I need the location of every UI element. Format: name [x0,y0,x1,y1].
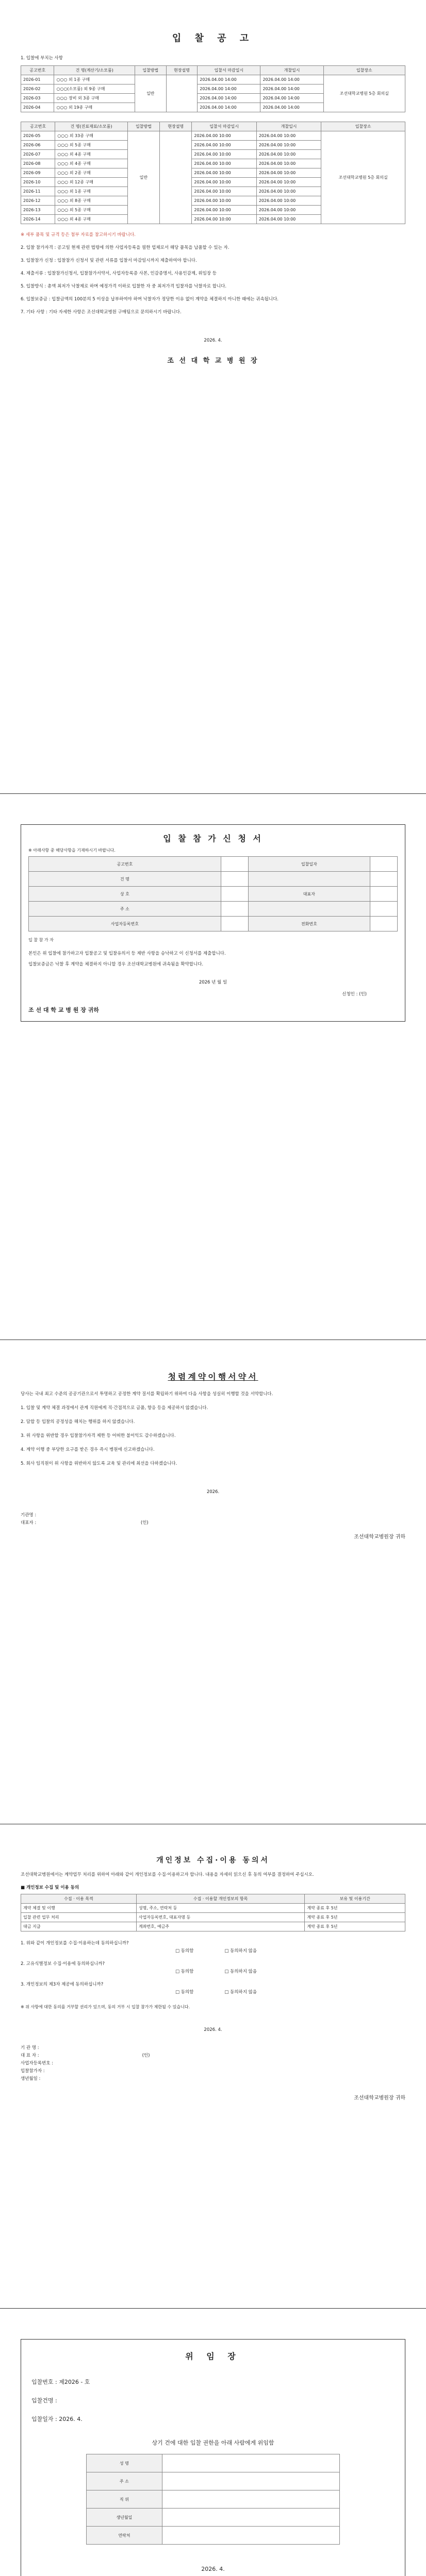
field-value[interactable] [162,2490,340,2509]
field-value[interactable] [221,857,248,872]
pledge-paragraph: 1. 입찰 및 계약 체결 과정에서 관계 직원에게 직·간접적으로 금품, 향응 등을 제공하지 않겠습니다. [21,1405,208,1411]
pledge-paragraph: 3. 위 사항을 위반할 경우 입찰참가자격 제한 등 어떠한 불이익도 감수하겠습니다. [21,1433,176,1438]
table-header-cell: 수집 · 이용 목적 [21,1894,137,1904]
item-name: ○○○ 외 4종 구매 [55,215,128,224]
field-value[interactable] [370,857,397,872]
application-page [21,824,405,1022]
delegation-page [21,2339,405,2576]
field-value[interactable] [221,887,248,902]
notice-number: 2026-09 [21,168,55,178]
table-row [21,75,405,84]
table-row [21,1904,405,1913]
notice-number: 2026-03 [21,94,54,103]
notice-note: 4. 제출서류 : 입찰참가신청서, 입찰참가서약서, 사업자등록증 사본, 인감증명서, 사용인감계, 위임장 등 [21,271,217,276]
field-value[interactable] [162,2472,340,2490]
consent-to: 조선대학교병원장 귀하 [354,2095,405,2101]
delegation-date: 2026. 4. [201,2566,225,2572]
notice-number: 2026-08 [21,159,55,168]
notice-date: 2026. 4. [204,338,222,343]
table-row [29,872,398,887]
table-row [86,2472,340,2490]
deadline: 2026.04.00 10:00 [192,178,256,187]
field-label: 사업자등록번호 [29,917,221,931]
bid-method: 일반 [127,131,159,224]
delegation-row: 입찰건명 : [31,2397,57,2404]
deadline: 2026.04.00 14:00 [198,75,260,84]
consent-footer: ※ 위 사항에 대한 동의를 거부할 권리가 있으며, 동의 거부 시 입찰 참가가 제한될 수 있습니다. [21,2005,190,2009]
field-value[interactable] [221,872,248,887]
deadline: 2026.04.00 10:00 [192,187,256,196]
table-header-cell: 입찰서 마감일시 [198,66,260,75]
site-briefing [160,131,192,224]
table-cell: 계좌번호, 예금주 [136,1922,305,1931]
table-row [86,2509,340,2527]
delegation-table [86,2454,340,2545]
opening-time: 2026.04.00 10:00 [256,168,321,178]
notice-note: ※ 세부 품목 및 규격 등은 첨부 자료를 참고하시기 바랍니다. [21,232,136,238]
disagree-checkbox[interactable]: □ 동의하지 않음 [224,1948,257,1954]
pledge-date: 2026. [206,1489,220,1495]
page-divider [0,2308,426,2309]
agree-checkbox[interactable]: □ 동의함 [175,1990,194,1995]
field-value[interactable] [370,902,397,917]
notice-note: 7. 기타 사항 : 기타 자세한 사항은 조선대학교병원 구매팀으로 문의하시기 바랍니다. [21,310,182,315]
item-name: ○○○ 외 5종 구매 [55,206,128,215]
field-label [248,902,370,917]
field-value[interactable] [370,917,397,931]
consent-intro: 조선대학교병원에서는 계약업무 처리를 위하여 아래와 같이 개인정보를 수집·이용하고자 합니다. 내용을 자세히 읽으신 후 동의 여부를 결정하여 주십시오. [21,1872,314,1877]
field-label: 주 소 [29,902,221,917]
item-name: ○○○ 외 2종 구매 [55,168,128,178]
pledge-paragraph: 4. 계약 이행 중 부당한 요구를 받은 경우 즉시 병원에 신고하겠습니다. [21,1447,155,1452]
question-text: 1. 위와 같이 개인정보를 수집·이용하는데 동의하십니까? [21,1941,129,1946]
pledge-page [21,1370,405,1540]
opening-time: 2026.04.00 14:00 [260,94,323,103]
opening-time: 2026.04.00 10:00 [256,131,321,141]
pledge-seal: (인) [140,1520,149,1526]
application-form [21,824,405,1022]
item-name: ○○○ 장비 외 3종 구매 [54,94,135,103]
consent-options [21,1989,405,1996]
notice-number: 2026-07 [21,150,55,159]
consent-label-row [21,2075,405,2083]
delegation-row: 입찰번호 : 제2026 - 호 [31,2379,90,2385]
table-row [29,857,398,872]
deadline: 2026.04.00 10:00 [192,150,256,159]
notice-note: 5. 입찰방식 : 총액 최저가 낙찰제로 하며 예정가격 이하로 입찰한 자 중 최저가격 입찰자를 낙찰자로 합니다. [21,284,227,289]
disagree-checkbox[interactable]: □ 동의하지 않음 [224,1990,257,1995]
table-row [86,2527,340,2545]
table-header-cell: 건 명(진료재료/소모품) [55,122,128,131]
table-row [29,902,398,917]
table-header-cell: 개찰일시 [256,122,321,131]
field-label: 주 소 [86,2472,162,2490]
field-value[interactable] [221,917,248,931]
bid-notice-page [21,31,405,365]
notice-number: 2026-06 [21,141,55,150]
opening-time: 2026.04.00 10:00 [256,215,321,224]
table-cell: 입찰 관련 업무 처리 [21,1913,137,1922]
notice-number: 2026-10 [21,178,55,187]
pledge-rep-label [21,1519,405,1527]
delegation-form [21,2339,405,2576]
consent-page [21,1855,405,2101]
table-row [21,131,405,141]
agree-checkbox[interactable]: □ 동의함 [175,1969,194,1974]
consent-label-row [21,2067,405,2075]
field-value[interactable] [162,2454,340,2472]
page-divider [0,793,426,794]
pledge-org-label [21,1512,405,1519]
site-briefing [166,75,198,112]
table-header-cell: 건 명(계산기/소모품) [54,66,135,75]
consent-labels [21,2044,405,2083]
consent-date: 2026. 4. [204,2027,222,2032]
opening-time: 2026.04.00 10:00 [256,206,321,215]
deadline: 2026.04.00 10:00 [192,159,256,168]
table-cell: 성명, 주소, 연락처 등 [136,1904,305,1913]
table-cell: 사업자등록번호, 대표자명 등 [136,1913,305,1922]
delegation-desc: 상기 건에 대한 입찰 권한을 아래 사람에게 위임함 [152,2439,274,2446]
item-name: ○○○ 외 5종 구매 [55,141,128,150]
application-body: 본인은 위 입찰에 참가하고자 입찰공고 및 입찰유의서 등 제반 사항을 승낙하고 이 신청서를 제출합니다. [28,951,226,956]
table-header-cell: 입찰서 마감일시 [192,122,256,131]
deadline: 2026.04.00 10:00 [192,206,256,215]
field-label: 공고번호 [29,857,221,872]
bid-method: 일반 [135,75,166,112]
delegation-row: 입찰일자 : 2026. 4. [31,2416,83,2422]
item-name: ○○○ 외 8종 구매 [55,196,128,206]
field-value[interactable] [370,872,397,887]
pledge-paragraph: 2. 담합 등 입찰의 공정성을 해치는 행위를 하지 않겠습니다. [21,1419,135,1425]
notice-notes [21,231,405,316]
table-header-cell: 수집 · 이용할 개인정보의 항목 [136,1894,305,1904]
field-label: 상 호 [29,887,221,902]
notice-note: 6. 입찰보증금 : 입찰금액의 100분의 5 이상을 납부하여야 하며 낙찰자가 정당한 이유 없이 계약을 체결하지 아니한 때에는 귀속됩니다. [21,297,279,302]
application-table [28,856,398,931]
notice-number: 2026-01 [21,75,54,84]
pledge-paragraphs [21,1391,405,1468]
notice-note: 2. 입찰 참가자격 : 공고일 현재 관련 법령에 의한 사업자등록을 필한 업체로서 해당 품목을 납품할 수 있는 자. [21,245,230,250]
field-label: 전화번호 [248,917,370,931]
consent-label: 사업자등록번호 : [21,2061,54,2066]
pledge-org: 기관명 : [21,1513,37,1518]
field-label: 대표자 [248,887,370,902]
bid-place: 조선대학교병원 5층 회의실 [323,75,405,112]
opening-time: 2026.04.00 10:00 [256,187,321,196]
consent-label: 입찰참가자 : [21,2069,45,2074]
table-header-cell: 공고번호 [21,66,54,75]
opening-time: 2026.04.00 14:00 [260,75,323,84]
consent-label: 생년월일 : [21,2076,41,2081]
table-cell: 계약 체결 및 이행 [21,1904,137,1913]
field-value[interactable] [370,887,397,902]
item-name: ○○○(소모품) 외 9종 구매 [54,84,135,94]
opening-time: 2026.04.00 10:00 [256,178,321,187]
field-label: 건 명 [29,872,221,887]
table-cell: 계약 종료 후 5년 [305,1922,405,1931]
deadline: 2026.04.00 10:00 [192,168,256,178]
consent-question [21,1981,405,1996]
application-to: 조 선 대 학 교 병 원 장 귀하 [28,1007,99,1013]
consent-question [21,1940,405,1955]
field-value[interactable] [162,2527,340,2545]
table-cell: 대금 지급 [21,1922,137,1931]
pledge-paragraph: 당사는 국내 최고 수준의 공공기관으로서 투명하고 공정한 계약 질서를 확립하기 위하여 다음 사항을 성실히 이행할 것을 서약합니다. [21,1392,273,1397]
deadline: 2026.04.00 10:00 [192,215,256,224]
opening-time: 2026.04.00 14:00 [260,84,323,94]
table-header-cell: 입찰방법 [127,122,159,131]
table-header-cell: 입찰방법 [135,66,166,75]
field-label: 입찰일자 [248,857,370,872]
delegation-rows [31,2373,395,2429]
consent-title: 개인정보 수집·이용 동의서 [156,1856,270,1865]
table-row [21,1922,405,1931]
table-cell: 계약 종료 후 5년 [305,1913,405,1922]
field-label: 생년월일 [86,2509,162,2527]
table-row [86,2454,340,2472]
table-header-cell: 보유 및 이용기간 [305,1894,405,1904]
consent-heading: ■ 개인정보 수집 및 이용 동의 [21,1885,79,1890]
notice-number: 2026-05 [21,131,55,141]
pledge-to: 조선대학교병원장 귀하 [354,1534,405,1540]
pledge-paragraph: 5. 회사 임직원이 위 사항을 위반하지 않도록 교육 및 관리에 최선을 다하겠습니다. [21,1461,177,1466]
opening-time: 2026.04.00 10:00 [256,159,321,168]
notice-number: 2026-04 [21,103,54,112]
notice-note: 3. 입찰참가 신청 : 입찰참가 신청서 및 관련 서류를 입찰서 마감일시까지 제출하여야 합니다. [21,258,197,263]
consent-question [21,1960,405,1976]
pledge-rep: 대표자 : [21,1520,37,1526]
table-header-cell: 개찰일시 [260,66,323,75]
opening-time: 2026.04.00 10:00 [256,196,321,206]
field-value[interactable] [221,902,248,917]
opening-time: 2026.04.00 10:00 [256,141,321,150]
item-name: ○○○ 외 1종 구매 [54,75,135,84]
application-rep: 입 찰 참 가 자 [28,938,54,942]
agree-checkbox[interactable]: □ 동의함 [175,1948,194,1954]
item-name: ○○○ 외 4종 구매 [55,150,128,159]
deadline: 2026.04.00 14:00 [198,94,260,103]
field-value[interactable] [162,2509,340,2527]
consent-options [21,1968,405,1976]
application-signer: 신청인 : (인) [342,992,367,997]
bid-place: 조선대학교병원 5층 회의실 [321,131,405,224]
deadline: 2026.04.00 14:00 [198,84,260,94]
field-label: 직 위 [86,2490,162,2509]
consent-questions [21,1940,405,1996]
item-name: ○○○ 외 33종 구매 [55,131,128,141]
table-cell: 계약 종료 후 5년 [305,1904,405,1913]
notice-number: 2026-12 [21,196,55,206]
field-label: 연락처 [86,2527,162,2545]
table-header-cell: 현장설명 [166,66,198,75]
table-header-cell: 입찰장소 [323,66,405,75]
item-name: ○○○ 외 12종 구매 [55,178,128,187]
application-note: ※ 아래사항 중 해당사항을 기재하시기 바랍니다. [28,848,116,853]
item-name: ○○○ 외 19종 구매 [54,103,135,112]
consent-label-row [21,2052,405,2060]
notice-title: 입 찰 공 고 [172,33,254,44]
consent-label: 대 표 자 : [21,2053,39,2058]
disagree-checkbox[interactable]: □ 동의하지 않음 [224,1969,257,1974]
consent-label-row [21,2044,405,2052]
pledge-title: 청렴계약이행서약서 [168,1372,258,1382]
opening-time: 2026.04.00 14:00 [260,103,323,112]
consent-seal: (인) [142,2053,150,2058]
application-title: 입 찰 참 가 신 청 서 [163,834,263,843]
notice-number: 2026-02 [21,84,54,94]
table-header-cell: 현장설명 [160,122,192,131]
notice-table-1 [21,65,405,112]
question-text: 2. 고유식별정보 수집·이용에 동의하십니까? [21,1961,105,1967]
field-label: 성 명 [86,2454,162,2472]
field-label [248,872,370,887]
deadline: 2026.04.00 10:00 [192,131,256,141]
item-name: ○○○ 외 1종 구매 [55,187,128,196]
question-text: 3. 개인정보의 제3자 제공에 동의하십니까? [21,1982,104,1987]
table-row [29,917,398,931]
deadline: 2026.04.00 10:00 [192,141,256,150]
application-date: 2026 년 월 일 [199,980,227,985]
notice-number: 2026-13 [21,206,55,215]
table-row [21,1913,405,1922]
notice-number: 2026-11 [21,187,55,196]
opening-time: 2026.04.00 10:00 [256,150,321,159]
consent-options [21,1947,405,1955]
consent-table [21,1894,405,1931]
consent-label-row [21,2060,405,2067]
delegation-title: 위 임 장 [185,2351,241,2361]
application-pledge: 입찰보증금은 낙찰 후 계약을 체결하지 아니할 경우 조선대학교병원에 귀속됨을 확약합니다. [28,962,204,967]
item-name: ○○○ 외 4종 구매 [55,159,128,168]
consent-label: 기 관 명 : [21,2045,39,2050]
deadline: 2026.04.00 14:00 [198,103,260,112]
notice-issuer: 조 선 대 학 교 병 원 장 [167,357,259,365]
table-row [29,887,398,902]
notice-number: 2026-14 [21,215,55,224]
table-header-cell: 입찰장소 [321,122,405,131]
table-header-cell: 공고번호 [21,122,55,131]
table-row [86,2490,340,2509]
notice-table-2 [21,122,405,224]
deadline: 2026.04.00 10:00 [192,196,256,206]
notice-subtitle: 1. 입찰에 부치는 사항 [21,56,63,61]
